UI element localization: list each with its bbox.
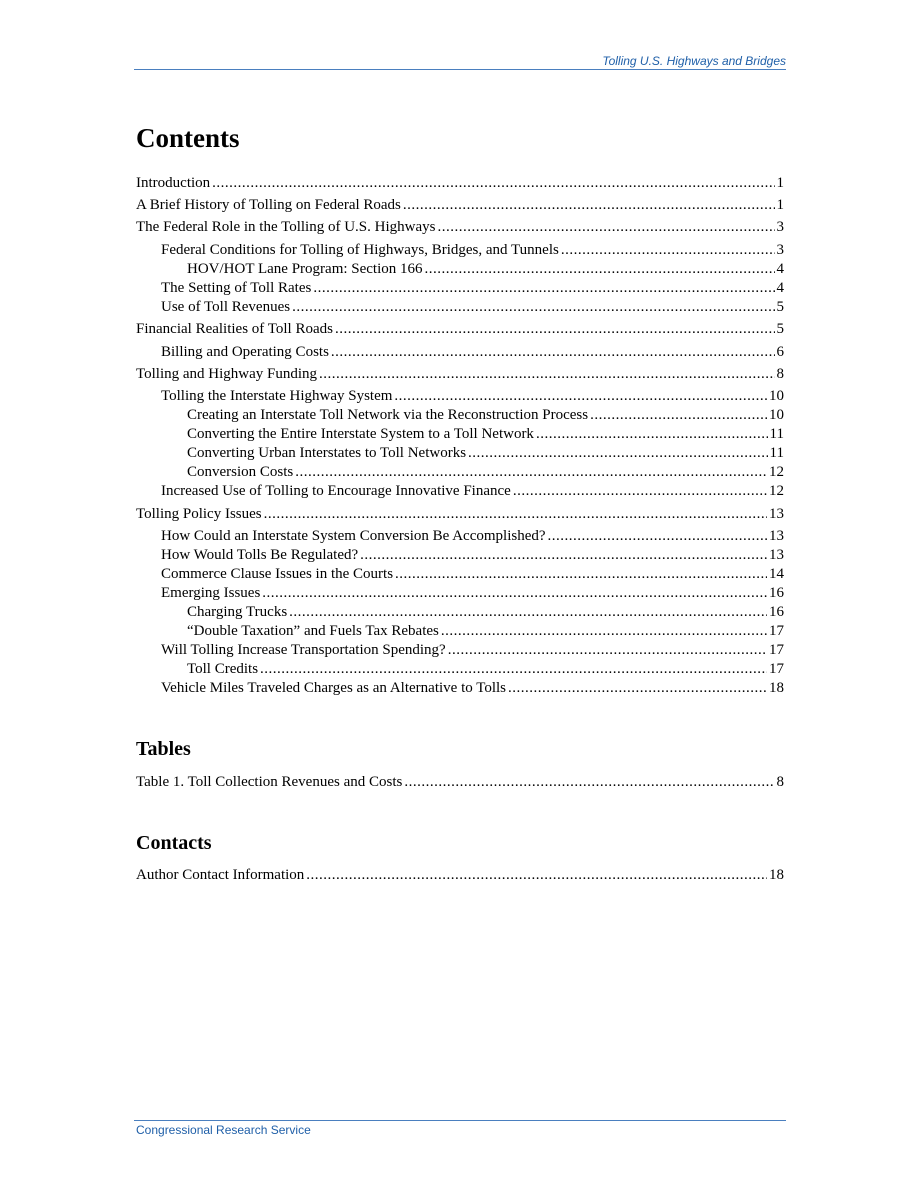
toc-entry[interactable]: [161, 565, 784, 583]
toc-entry-title: Toll Credits: [187, 661, 259, 677]
toc-entry-page: 4: [776, 261, 784, 277]
footer-rule: [134, 1120, 786, 1121]
toc-entry-title: How Could an Interstate System Conversion Be Accomplished?: [161, 528, 546, 544]
toc-entry-page: 3: [776, 242, 784, 258]
toc-entry-title: Emerging Issues: [161, 585, 261, 601]
toc-entry-page: 6: [776, 344, 784, 360]
toc-dot-leader: [561, 241, 775, 259]
toc-entry-title: How Would Tolls Be Regulated?: [161, 547, 359, 563]
toc-entry-title: Conversion Costs: [187, 464, 294, 480]
toc-entry-page: 8: [776, 366, 784, 382]
toc-dot-leader: [437, 218, 774, 236]
contents-title: Contents: [136, 123, 240, 153]
toc-entry[interactable]: [136, 773, 784, 791]
toc-entry-page: 1: [776, 197, 784, 213]
toc-entry-page: 5: [776, 299, 784, 315]
toc-entry-page: 17: [769, 642, 784, 658]
toc-entry-title: Introduction: [136, 175, 211, 191]
toc-dot-leader: [403, 196, 775, 214]
toc-entry[interactable]: [161, 241, 784, 259]
toc-dot-leader: [536, 425, 768, 443]
toc-dot-leader: [212, 174, 774, 192]
toc-entry-title: Commerce Clause Issues in the Courts: [161, 566, 394, 582]
toc-entry[interactable]: [136, 196, 784, 214]
toc-dot-leader: [448, 641, 767, 659]
toc-dot-leader: [313, 279, 774, 297]
toc-entry-page: 10: [769, 388, 784, 404]
toc-entry-title: Tolling Policy Issues: [136, 506, 262, 522]
toc-entry-page: 18: [769, 680, 784, 696]
toc-entry-page: 11: [769, 426, 784, 442]
toc-entry-page: 13: [769, 506, 784, 522]
toc-entry[interactable]: [187, 622, 784, 640]
header-rule: [134, 69, 786, 70]
toc-entry-title: HOV/HOT Lane Program: Section 166: [187, 261, 423, 277]
toc-entry[interactable]: [136, 320, 784, 338]
toc-dot-leader: [394, 387, 767, 405]
toc-dot-leader: [360, 546, 767, 564]
toc-entry-page: 12: [769, 483, 784, 499]
toc-dot-leader: [425, 260, 775, 278]
toc-entry[interactable]: [161, 546, 784, 564]
toc-entry-page: 10: [769, 407, 784, 423]
toc-entry-title: Author Contact Information: [136, 867, 305, 883]
toc-entry-page: 3: [776, 219, 784, 235]
toc-entry-title: “Double Taxation” and Fuels Tax Rebates: [187, 623, 439, 639]
toc-entry-title: Creating an Interstate Toll Network via the Reconstruction Process: [187, 407, 589, 423]
running-head: Tolling U.S. Highways and Bridges: [602, 54, 786, 68]
toc-entry-page: 1: [776, 175, 784, 191]
toc-dot-leader: [260, 660, 767, 678]
toc-entry-title: The Federal Role in the Tolling of U.S. Highways: [136, 219, 436, 235]
toc-entry[interactable]: [136, 866, 784, 884]
toc-dot-leader: [264, 505, 767, 523]
toc-dot-leader: [508, 679, 767, 697]
toc-entry-page: 5: [776, 321, 784, 337]
toc-dot-leader: [295, 463, 767, 481]
toc-entry[interactable]: [161, 279, 784, 297]
toc-dot-leader: [395, 565, 767, 583]
toc-entry-title: Federal Conditions for Tolling of Highways, Bridges, and Tunnels: [161, 242, 559, 258]
toc-entry-page: 17: [769, 661, 784, 677]
toc-dot-leader: [513, 482, 767, 500]
toc-entry[interactable]: [187, 406, 784, 424]
toc-dot-leader: [289, 603, 767, 621]
toc-entry-page: 18: [769, 867, 784, 883]
toc-entry[interactable]: [187, 425, 784, 443]
toc-entry-title: Tolling and Highway Funding: [136, 366, 318, 382]
toc-dot-leader: [335, 320, 775, 338]
toc-entry-title: A Brief History of Tolling on Federal Roads: [136, 197, 401, 213]
tables-heading: Tables: [136, 738, 191, 760]
toc-entry[interactable]: [161, 482, 784, 500]
toc-dot-leader: [319, 365, 774, 383]
toc-entry[interactable]: [136, 365, 784, 383]
toc-entry-page: 16: [769, 604, 784, 620]
toc-entry[interactable]: [136, 505, 784, 523]
toc-entry[interactable]: [161, 343, 784, 361]
toc-entry-page: 13: [769, 547, 784, 563]
toc-entry[interactable]: [187, 603, 784, 621]
toc-dot-leader: [590, 406, 767, 424]
toc-entry[interactable]: [187, 660, 784, 678]
toc-entry[interactable]: [136, 218, 784, 236]
toc-entry[interactable]: [187, 260, 784, 278]
toc-entry-title: Financial Realities of Toll Roads: [136, 321, 333, 337]
toc-entry-title: Increased Use of Tolling to Encourage Innovative Finance: [161, 483, 511, 499]
toc-dot-leader: [441, 622, 767, 640]
toc-dot-leader: [404, 773, 774, 791]
toc-entry-page: 16: [769, 585, 784, 601]
toc-entry-title: Use of Toll Revenues: [161, 299, 291, 315]
contacts-heading: Contacts: [136, 832, 212, 854]
toc-entry-title: Converting Urban Interstates to Toll Networks: [187, 445, 467, 461]
toc-entry-page: 8: [776, 774, 784, 790]
toc-dot-leader: [306, 866, 767, 884]
toc-entry[interactable]: [161, 527, 784, 545]
toc-entry-title: Vehicle Miles Traveled Charges as an Alternative to Tolls: [161, 680, 507, 696]
toc-dot-leader: [331, 343, 775, 361]
toc-entry-page: 17: [769, 623, 784, 639]
toc-entry-title: Billing and Operating Costs: [161, 344, 329, 360]
toc-entry-page: 11: [769, 445, 784, 461]
toc-entry[interactable]: [161, 641, 784, 659]
toc-entry-title: Will Tolling Increase Transportation Spending?: [161, 642, 446, 658]
toc-entry[interactable]: [161, 298, 784, 316]
toc-entry-title: The Setting of Toll Rates: [161, 280, 312, 296]
toc-entry-page: 14: [769, 566, 784, 582]
toc-dot-leader: [292, 298, 774, 316]
toc-entry-title: Charging Trucks: [187, 604, 288, 620]
toc-entry[interactable]: [161, 387, 784, 405]
toc-entry-page: 13: [769, 528, 784, 544]
toc-entry[interactable]: [136, 174, 784, 192]
toc-entry[interactable]: [187, 444, 784, 462]
toc-entry-title: Tolling the Interstate Highway System: [161, 388, 393, 404]
toc-dot-leader: [262, 584, 767, 602]
footer-publisher: Congressional Research Service: [136, 1123, 311, 1137]
toc-entry-title: Table 1. Toll Collection Revenues and Costs: [136, 774, 403, 790]
toc-dot-leader: [548, 527, 767, 545]
toc-entry[interactable]: [161, 679, 784, 697]
toc-entry-page: 12: [769, 464, 784, 480]
toc-entry[interactable]: [161, 584, 784, 602]
toc-entry-page: 4: [776, 280, 784, 296]
toc-entry[interactable]: [187, 463, 784, 481]
toc-entry-title: Converting the Entire Interstate System to a Toll Network: [187, 426, 534, 442]
toc-dot-leader: [468, 444, 768, 462]
